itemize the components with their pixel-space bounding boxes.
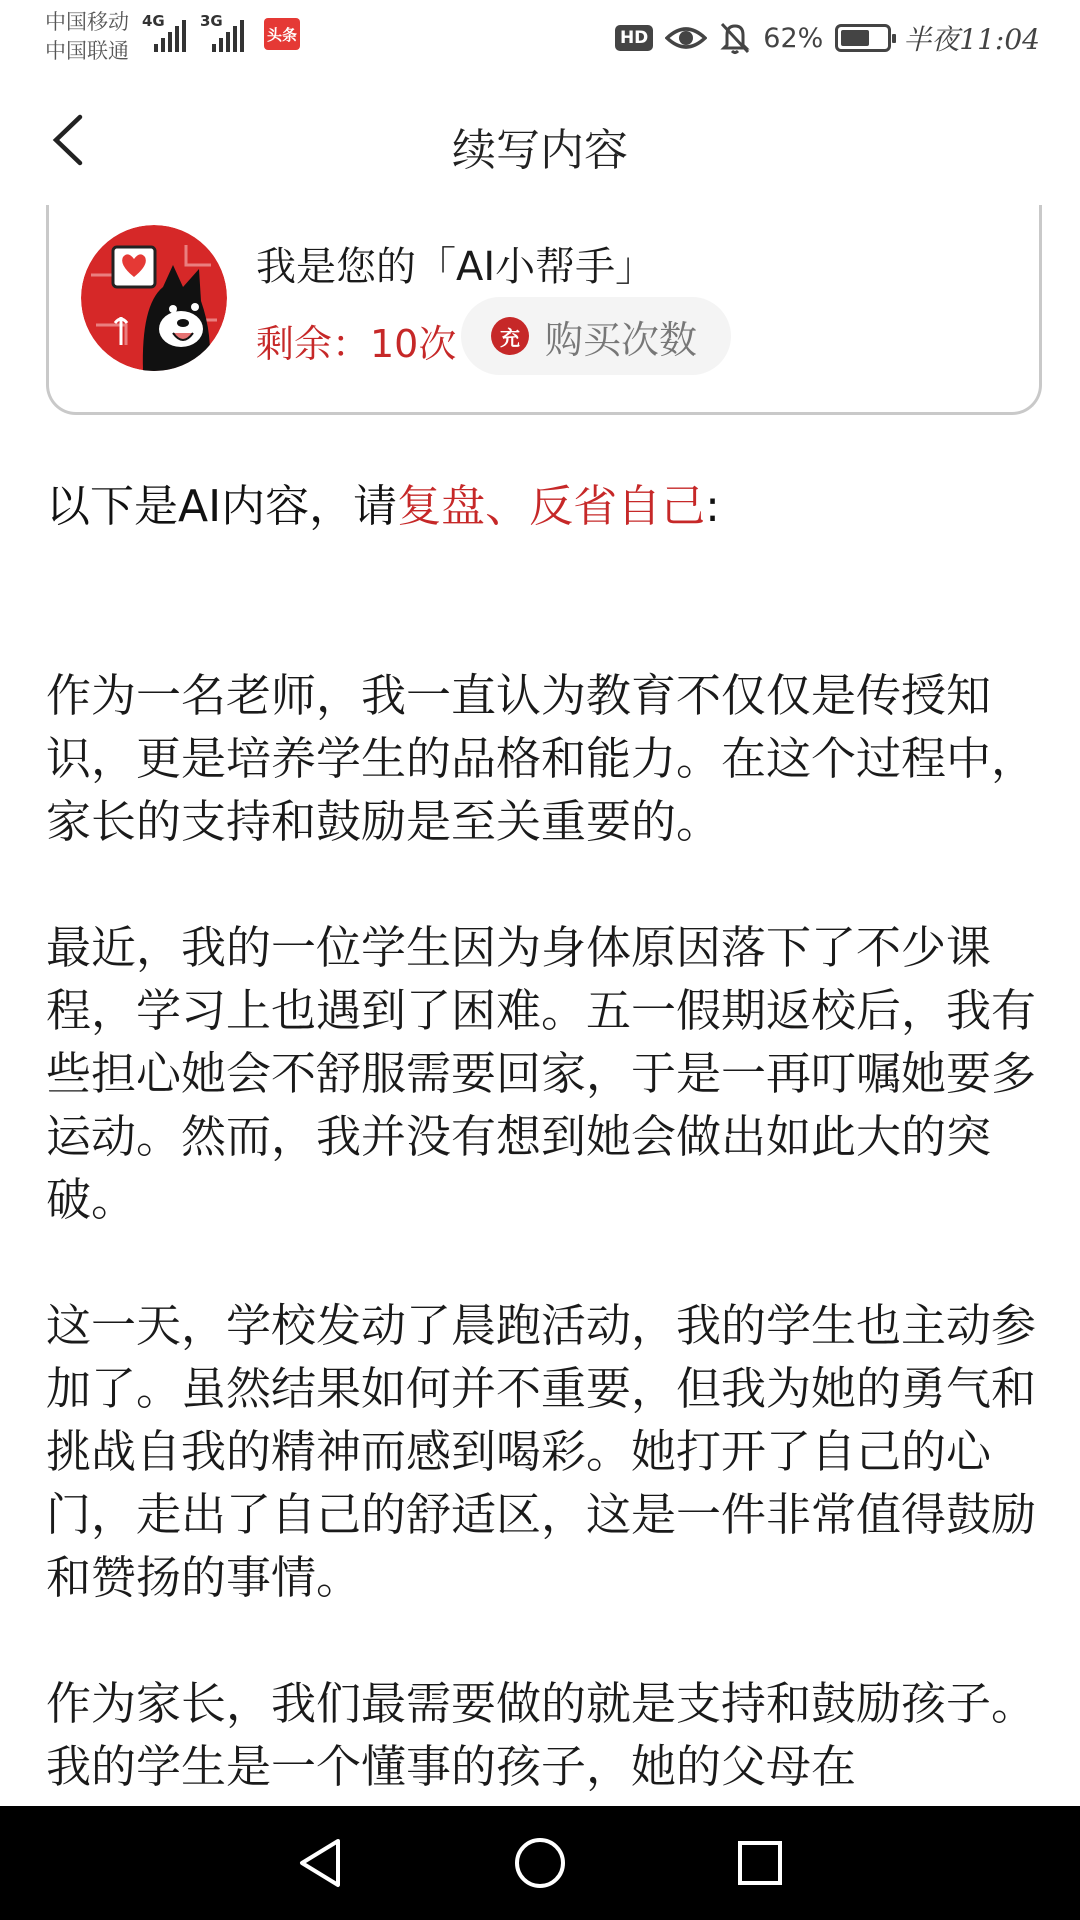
mute-bell-icon (719, 21, 751, 55)
intro-highlight: 复盘、反省自己 (397, 481, 706, 532)
clock: 半夜11:04 (903, 23, 1040, 56)
recents-square-icon (736, 1839, 784, 1887)
home-circle-icon (513, 1836, 567, 1890)
carrier-2: 中国联通 (45, 39, 129, 63)
signal-3g-icon (200, 14, 244, 52)
article-paragraph: 作为家长，我们最需要做的就是支持和鼓励孩子。我的学生是一个懂事的孩子，她的父母在 (46, 1677, 1037, 1793)
remaining-count: 剩余：10次 (256, 322, 457, 366)
article-paragraph: 最近，我的一位学生因为身体原因落下了不少课程，学习上也遇到了困难。五一假期返校后，我有些担心她会不舒服需要回家，于是一再叮嘱她要多运动。然而，我并没有想到她会做出如此大的突破。 (46, 921, 1037, 1226)
system-nav-bar (0, 1806, 1080, 1920)
carrier-info (45, 8, 129, 66)
buy-times-button[interactable] (461, 297, 731, 375)
network-3g-label: 3G (200, 12, 223, 30)
signal-indicators (142, 14, 300, 52)
assistant-avatar (81, 225, 227, 371)
battery-percent: 62% (763, 22, 824, 54)
status-right (615, 18, 1040, 58)
intro-line (46, 470, 720, 534)
assistant-title: 我是您的「AI小帮手」 (256, 244, 656, 290)
eye-icon (665, 23, 707, 53)
network-4g-label: 4G (142, 12, 165, 30)
battery-icon (835, 24, 891, 52)
header (0, 92, 1080, 188)
carrier-1: 中国移动 (45, 10, 129, 34)
status-bar (0, 0, 1080, 78)
ai-article (46, 664, 1036, 1861)
buy-times-label: 购买次数 (545, 317, 698, 362)
article-paragraph: 作为一名老师，我一直认为教育不仅仅是传授知识，更是培养学生的品格和能力。在这个过程中，家长的支持和鼓励是至关重要的。 (46, 669, 1037, 848)
hd-icon: HD (615, 25, 653, 51)
page-title: 续写内容 (452, 125, 628, 176)
toutiao-app-icon: 头条 (264, 18, 300, 50)
signal-4g-icon (142, 14, 186, 52)
back-triangle-icon (296, 1837, 344, 1889)
nav-back-button[interactable] (290, 1833, 350, 1893)
nav-recents-button[interactable] (730, 1833, 790, 1893)
intro-prefix: 以下是AI内容，请 (46, 481, 398, 532)
nav-home-button[interactable] (510, 1833, 570, 1893)
charge-icon: 充 (491, 317, 529, 355)
assistant-card (46, 205, 1042, 415)
article-paragraph: 这一天，学校发动了晨跑活动，我的学生也主动参加了。虽然结果如何并不重要，但我为她的勇气和挑战自我的精神而感到喝彩。她打开了自己的心门，走出了自己的舒适区，这是一件非常值得鼓励和赞扬的事情。 (46, 1299, 1037, 1604)
intro-suffix: : (705, 481, 720, 532)
